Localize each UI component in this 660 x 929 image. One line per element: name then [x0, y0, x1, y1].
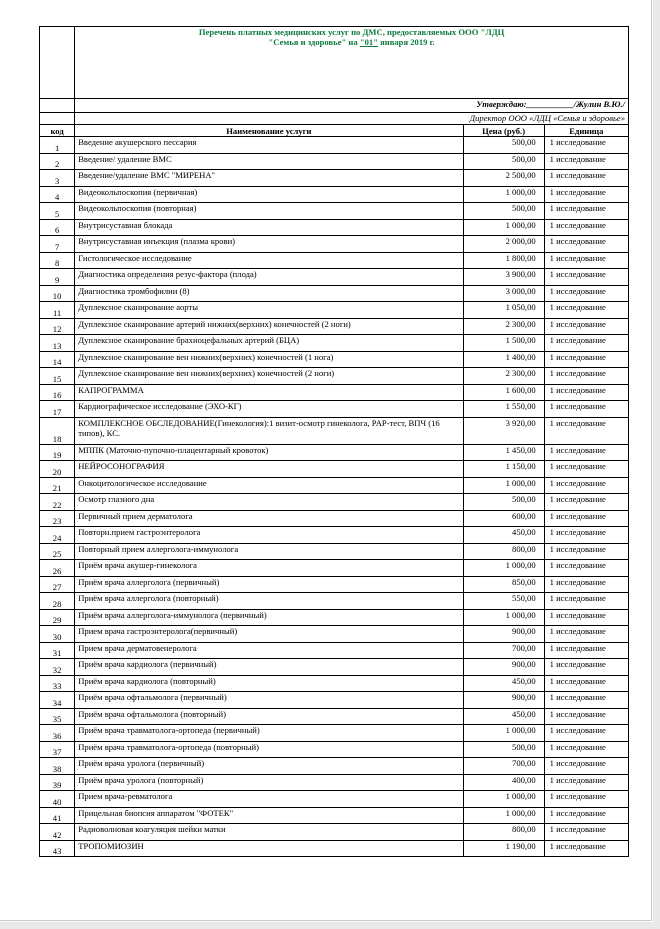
service-price: 500,00 [463, 494, 544, 511]
service-unit: 1 исследование [544, 824, 628, 841]
service-unit: 1 исследование [544, 692, 628, 709]
service-price: 1 800,00 [463, 252, 544, 269]
service-code: 20 [40, 461, 75, 478]
service-name: Кардиографическое исследование (ЭХО-КГ) [75, 401, 463, 418]
service-price: 850,00 [463, 576, 544, 593]
service-unit: 1 исследование [544, 675, 628, 692]
service-unit: 1 исследование [544, 219, 628, 236]
service-code: 5 [40, 203, 75, 220]
service-name: Приём врача травматолога-ортопеда (повторный) [75, 741, 463, 758]
service-unit: 1 исследование [544, 203, 628, 220]
service-name: Дуплексное сканирование артерий нижних(верхних) конечностей (2 ноги) [75, 318, 463, 335]
service-price: 1 000,00 [463, 807, 544, 824]
service-price: 1 190,00 [463, 840, 544, 857]
service-name: Приём врача уролога (повторный) [75, 774, 463, 791]
service-unit: 1 исследование [544, 543, 628, 560]
service-unit: 1 исследование [544, 368, 628, 385]
service-name: Радиоволновая коагуляция шейки матки [75, 824, 463, 841]
table-row [40, 741, 629, 758]
service-name: Прием врача дерматовенеролога [75, 642, 463, 659]
table-row [40, 791, 629, 808]
service-price: 900,00 [463, 659, 544, 676]
table-row [40, 401, 629, 418]
table-row [40, 219, 629, 236]
table-row [40, 351, 629, 368]
service-price: 1 000,00 [463, 609, 544, 626]
service-unit: 1 исследование [544, 725, 628, 742]
service-unit: 1 исследование [544, 560, 628, 577]
service-unit: 1 исследование [544, 576, 628, 593]
service-price: 500,00 [463, 153, 544, 170]
service-price: 1 000,00 [463, 791, 544, 808]
director-row [40, 113, 629, 125]
director-blank-cell [40, 113, 75, 125]
service-name: Диагностика тромбофилии (8) [75, 285, 463, 302]
service-unit: 1 исследование [544, 609, 628, 626]
service-unit: 1 исследование [544, 401, 628, 418]
service-price: 1 000,00 [463, 725, 544, 742]
service-price: 500,00 [463, 137, 544, 154]
service-price: 500,00 [463, 203, 544, 220]
service-name: Дуплексное сканирование вен нижних(верхних) конечностей (2 ноги) [75, 368, 463, 385]
service-price: 1 000,00 [463, 219, 544, 236]
service-code: 35 [40, 708, 75, 725]
column-header-name: Наименование услуги [75, 125, 463, 137]
service-code: 7 [40, 236, 75, 253]
page-shadow-right [653, 0, 660, 929]
service-unit: 1 исследование [544, 758, 628, 775]
table-row [40, 302, 629, 319]
service-unit: 1 исследование [544, 444, 628, 461]
service-code: 18 [40, 417, 75, 444]
service-price: 450,00 [463, 708, 544, 725]
service-price: 3 000,00 [463, 285, 544, 302]
service-code: 11 [40, 302, 75, 319]
service-code: 13 [40, 335, 75, 352]
table-row [40, 203, 629, 220]
service-unit: 1 исследование [544, 153, 628, 170]
service-code: 14 [40, 351, 75, 368]
service-code: 15 [40, 368, 75, 385]
service-code: 38 [40, 758, 75, 775]
service-unit: 1 исследование [544, 318, 628, 335]
title-blank-cell [40, 27, 75, 99]
table-row [40, 285, 629, 302]
service-name: Приём врача офтальмолога (первичный) [75, 692, 463, 709]
service-unit: 1 исследование [544, 417, 628, 444]
service-name: Введение/удаление ВМС "МИРЕНА" [75, 170, 463, 187]
service-code: 41 [40, 807, 75, 824]
service-code: 8 [40, 252, 75, 269]
service-unit: 1 исследование [544, 252, 628, 269]
service-code: 10 [40, 285, 75, 302]
service-name: Первичный прием дерматолога [75, 510, 463, 527]
service-unit: 1 исследование [544, 269, 628, 286]
service-price: 450,00 [463, 675, 544, 692]
table-row [40, 576, 629, 593]
service-name: МППК (Маточно-пупочно-плацентарный кровоток) [75, 444, 463, 461]
column-header-row [40, 125, 629, 137]
table-row [40, 840, 629, 857]
service-name: Повторный прием аллерголога-иммунолога [75, 543, 463, 560]
table-row [40, 774, 629, 791]
service-unit: 1 исследование [544, 477, 628, 494]
service-name: Внутрисуставная блокада [75, 219, 463, 236]
service-price: 700,00 [463, 642, 544, 659]
service-price: 1 600,00 [463, 384, 544, 401]
service-code: 33 [40, 675, 75, 692]
service-name: Гистологическое исследование [75, 252, 463, 269]
table-row [40, 510, 629, 527]
service-price: 1 000,00 [463, 477, 544, 494]
service-price: 800,00 [463, 824, 544, 841]
service-name: Внутрисуставная инъекция (плазма крови) [75, 236, 463, 253]
service-unit: 1 исследование [544, 285, 628, 302]
service-name: КАПРОГРАММА [75, 384, 463, 401]
service-name: Дуплексное сканирование брахиоцефальных артерий (БЦА) [75, 335, 463, 352]
table-row [40, 692, 629, 709]
service-code: 25 [40, 543, 75, 560]
page-shadow-bottom [0, 922, 660, 929]
table-row [40, 384, 629, 401]
service-unit: 1 исследование [544, 527, 628, 544]
service-price: 1 450,00 [463, 444, 544, 461]
service-unit: 1 исследование [544, 791, 628, 808]
table-row [40, 477, 629, 494]
column-header-price: Цена (руб.) [463, 125, 544, 137]
service-code: 40 [40, 791, 75, 808]
table-row [40, 236, 629, 253]
service-unit: 1 исследование [544, 708, 628, 725]
table-row [40, 252, 629, 269]
service-name: Прием врача-ревматолога [75, 791, 463, 808]
service-code: 28 [40, 593, 75, 610]
table-row [40, 593, 629, 610]
table-row [40, 269, 629, 286]
service-code: 2 [40, 153, 75, 170]
table-row [40, 675, 629, 692]
table-row [40, 642, 629, 659]
service-name: Прицельная биопсия аппаратом "ФОТЕК" [75, 807, 463, 824]
service-price: 1 150,00 [463, 461, 544, 478]
title-day: "01" [359, 37, 378, 47]
service-unit: 1 исследование [544, 659, 628, 676]
service-unit: 1 исследование [544, 626, 628, 643]
service-unit: 1 исследование [544, 774, 628, 791]
service-price: 2 500,00 [463, 170, 544, 187]
service-unit: 1 исследование [544, 461, 628, 478]
service-unit: 1 исследование [544, 351, 628, 368]
service-price: 600,00 [463, 510, 544, 527]
service-price: 1 000,00 [463, 186, 544, 203]
price-list-table [39, 26, 629, 857]
service-unit: 1 исследование [544, 807, 628, 824]
service-code: 9 [40, 269, 75, 286]
title-part-a: "Семья и здоровье" на [268, 37, 360, 47]
service-name: ТРОПОМИОЗИН [75, 840, 463, 857]
column-header-code: код [40, 125, 75, 137]
approve-name: /Жулин В.Ю./ [573, 99, 625, 109]
table-row [40, 153, 629, 170]
service-code: 6 [40, 219, 75, 236]
service-unit: 1 исследование [544, 741, 628, 758]
table-row [40, 543, 629, 560]
service-code: 19 [40, 444, 75, 461]
approve-label: Утверждаю: [476, 99, 527, 109]
service-code: 34 [40, 692, 75, 709]
service-price: 1 400,00 [463, 351, 544, 368]
service-price: 3 920,00 [463, 417, 544, 444]
service-unit: 1 исследование [544, 510, 628, 527]
service-price: 400,00 [463, 774, 544, 791]
table-row [40, 444, 629, 461]
service-unit: 1 исследование [544, 494, 628, 511]
table-row [40, 659, 629, 676]
table-row [40, 417, 629, 444]
table-row [40, 186, 629, 203]
service-name: Видеокольпоскопия (повторная) [75, 203, 463, 220]
service-name: Прием врача гастроэнтеролога(первичный) [75, 626, 463, 643]
service-code: 30 [40, 626, 75, 643]
service-code: 27 [40, 576, 75, 593]
service-price: 900,00 [463, 692, 544, 709]
service-price: 1 050,00 [463, 302, 544, 319]
service-name: Приём врача уролога (первичный) [75, 758, 463, 775]
title-part-b: января 2019 г. [377, 37, 435, 47]
table-row [40, 725, 629, 742]
table-row [40, 494, 629, 511]
service-code: 3 [40, 170, 75, 187]
service-name: Диагностика определения резус-фактора (плода) [75, 269, 463, 286]
column-header-unit: Единица [544, 125, 628, 137]
service-code: 26 [40, 560, 75, 577]
title-row [40, 27, 629, 99]
service-name: Дуплексное сканирование аорты [75, 302, 463, 319]
approve-blank-cell [40, 99, 75, 113]
service-code: 24 [40, 527, 75, 544]
approve-signature-line: ___________ [526, 99, 574, 109]
table-row [40, 626, 629, 643]
service-name: Онкоцитологическое исследование [75, 477, 463, 494]
service-code: 32 [40, 659, 75, 676]
service-code: 36 [40, 725, 75, 742]
service-code: 31 [40, 642, 75, 659]
service-price: 700,00 [463, 758, 544, 775]
service-code: 37 [40, 741, 75, 758]
service-price: 900,00 [463, 626, 544, 643]
table-row [40, 609, 629, 626]
service-code: 42 [40, 824, 75, 841]
service-unit: 1 исследование [544, 840, 628, 857]
service-unit: 1 исследование [544, 384, 628, 401]
service-unit: 1 исследование [544, 302, 628, 319]
service-unit: 1 исследование [544, 236, 628, 253]
service-name: КОМПЛЕКСНОЕ ОБСЛЕДОВАНИЕ(Гинекология):1 визит-осмотр гинеколога, PAP-тест, ВПЧ (16 типов), КС. [75, 417, 463, 444]
service-price: 1 500,00 [463, 335, 544, 352]
service-price: 1 000,00 [463, 560, 544, 577]
table-row [40, 318, 629, 335]
table-row [40, 708, 629, 725]
service-code: 4 [40, 186, 75, 203]
table-row [40, 170, 629, 187]
service-unit: 1 исследование [544, 186, 628, 203]
table-row [40, 758, 629, 775]
service-name: Введение/ удаление ВМС [75, 153, 463, 170]
table-row [40, 807, 629, 824]
service-unit: 1 исследование [544, 335, 628, 352]
service-code: 22 [40, 494, 75, 511]
service-price: 1 550,00 [463, 401, 544, 418]
service-price: 3 900,00 [463, 269, 544, 286]
service-unit: 1 исследование [544, 170, 628, 187]
table-row [40, 368, 629, 385]
table-row [40, 560, 629, 577]
service-unit: 1 исследование [544, 137, 628, 154]
table-row [40, 137, 629, 154]
service-code: 21 [40, 477, 75, 494]
service-price: 2 000,00 [463, 236, 544, 253]
service-name: Приём врача офтальмолога (повторный) [75, 708, 463, 725]
table-row [40, 461, 629, 478]
service-code: 1 [40, 137, 75, 154]
service-name: Приём врача кардиолога (повторный) [75, 675, 463, 692]
service-price: 2 300,00 [463, 318, 544, 335]
service-unit: 1 исследование [544, 642, 628, 659]
approve-block [75, 99, 629, 113]
service-name: Приём врача аллерголога (первичный) [75, 576, 463, 593]
service-code: 16 [40, 384, 75, 401]
service-name: Повторн.прием гастроэнтеролога [75, 527, 463, 544]
service-name: Дуплексное сканирование вен нижних(верхних) конечностей (1 нога) [75, 351, 463, 368]
service-price: 550,00 [463, 593, 544, 610]
service-name: Введение акушерского пессария [75, 137, 463, 154]
service-price: 2 300,00 [463, 368, 544, 385]
service-name: НЕЙРОСОНОГРАФИЯ [75, 461, 463, 478]
service-name: Приём врача аллерголога-иммунолога (первичный) [75, 609, 463, 626]
table-row [40, 527, 629, 544]
table-row [40, 335, 629, 352]
director-caption: Директор ООО «ЛДЦ «Семья и здоровье» [75, 113, 629, 125]
service-name: Приём врача кардиолога (первичный) [75, 659, 463, 676]
service-name: Видеокольпоскопия (первичная) [75, 186, 463, 203]
title-line-2 [78, 37, 625, 47]
service-code: 17 [40, 401, 75, 418]
service-unit: 1 исследование [544, 593, 628, 610]
service-name: Приём врача травматолога-ортопеда (первичный) [75, 725, 463, 742]
approve-row [40, 99, 629, 113]
service-name: Приём врача аллерголога (повторный) [75, 593, 463, 610]
service-price: 500,00 [463, 741, 544, 758]
service-name: Приём врача акушер-гинеколога [75, 560, 463, 577]
document-title [75, 27, 629, 99]
service-code: 43 [40, 840, 75, 857]
service-name: Осмотр глазного дна [75, 494, 463, 511]
service-code: 39 [40, 774, 75, 791]
service-price: 800,00 [463, 543, 544, 560]
service-price: 450,00 [463, 527, 544, 544]
table-row [40, 824, 629, 841]
title-line-1: Перечень платных медицинских услуг по ДМС, предоставляемых ООО "ЛДЦ [198, 27, 505, 37]
service-code: 29 [40, 609, 75, 626]
service-code: 23 [40, 510, 75, 527]
service-code: 12 [40, 318, 75, 335]
